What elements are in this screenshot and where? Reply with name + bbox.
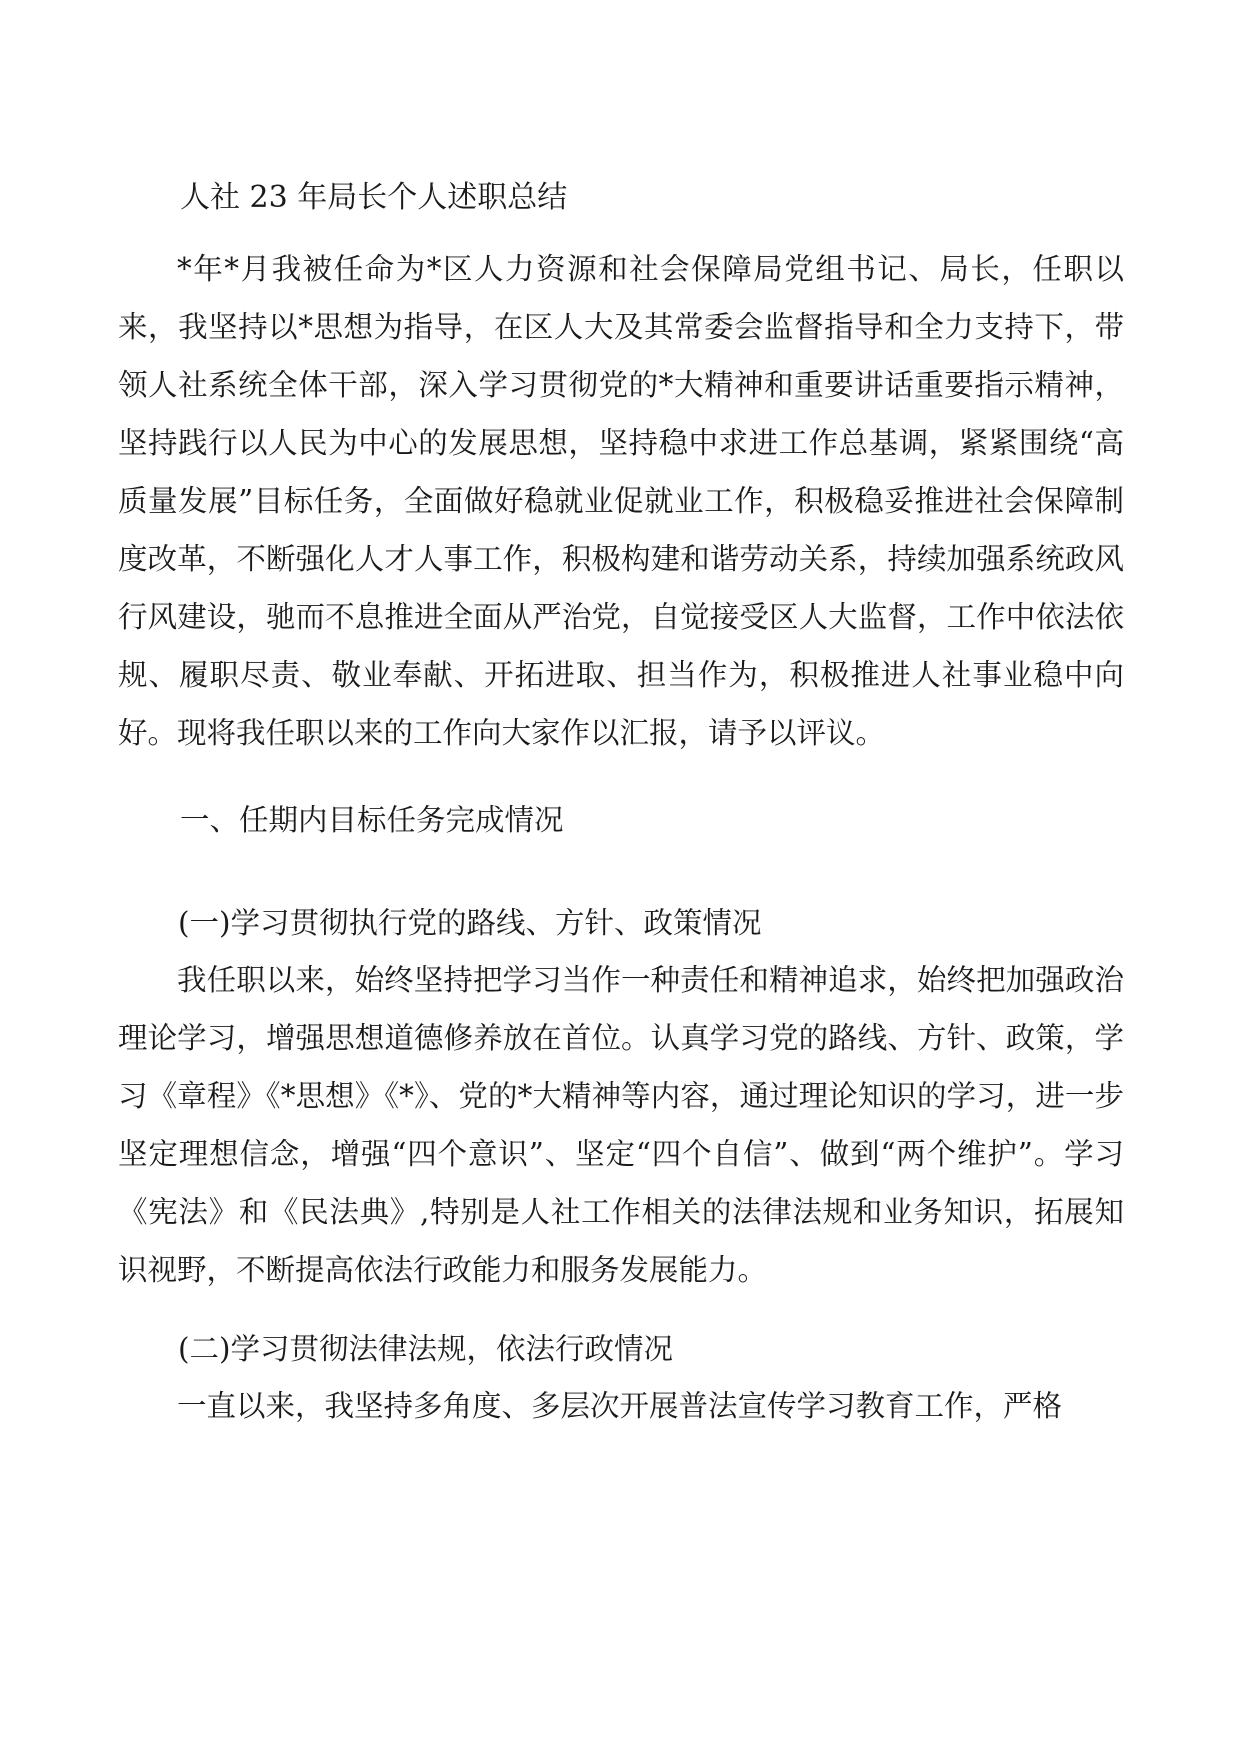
- intro-paragraph: *年*月我被任命为*区人力资源和社会保障局党组书记、局长，任职以来，我坚持以*思想为指导，在区人大及其常委会监督指导和全力支持下，带领人社系统全体干部，深入学习贯彻党的*大精神和重要讲话重要指示精神，坚持践行以人民为中心的发展思想，坚持稳中求进工作总基调，紧紧围绕“高质量发展”目标任务，全面做好稳就业促就业工作，积极稳妥推进社会保障制度改革，不断强化人才人事工作，积极构建和谐劳动关系，持续加强系统政风行风建设，驰而不息推进全面从严治党，自觉接受区人大监督，工作中依法依规、履职尽责、敬业奉献、开拓进取、担当作为，积极推进人社事业稳中向好。现将我任职以来的工作向大家作以汇报，请予以评议。: [118, 252, 1124, 750]
- document-title: 人社 23 年局长个人述职总结: [180, 180, 568, 215]
- subsection-heading-1: (一)学习贯彻执行党的路线、方针、政策情况: [178, 906, 762, 940]
- subsection-heading-2: (二)学习贯彻法律法规，依法行政情况: [178, 1332, 674, 1366]
- section-heading-1: 一、任期内目标任务完成情况: [180, 803, 564, 837]
- subsection-1-paragraph: 我任职以来，始终坚持把学习当作一种责任和精神追求，始终把加强政治理论学习，增强思想道德修养放在首位。认真学习党的路线、方针、政策，学习《章程》《*思想》《*》、党的*大精神等内容，通过理论知识的学习，进一步坚定理想信念，增强“四个意识”、坚定“四个自信”、做到“两个维护”。学习《宪法》和《民法典》,特别是人社工作相关的法律法规和业务知识，拓展知识视野，不断提高依法行政能力和服务发展能力。: [118, 963, 1124, 1287]
- subsection-2-paragraph: 一直以来，我坚持多角度、多层次开展普法宣传学习教育工作，严格: [177, 1389, 1063, 1423]
